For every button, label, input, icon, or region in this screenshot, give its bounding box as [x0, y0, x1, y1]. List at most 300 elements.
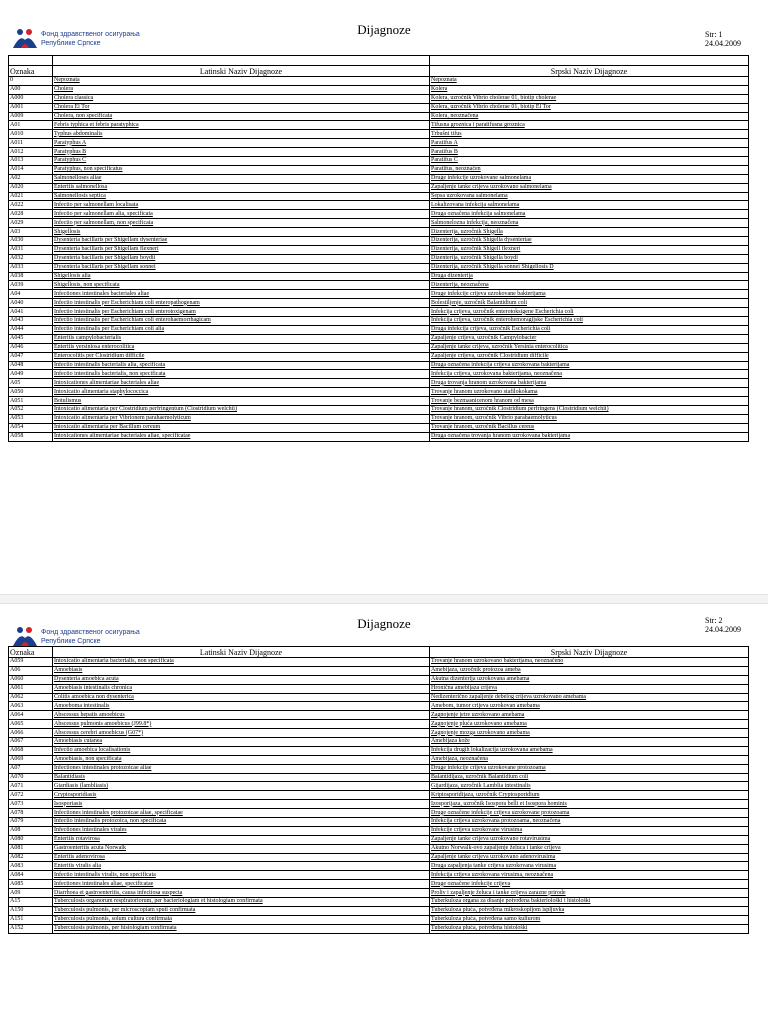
table-row — [9, 272, 749, 281]
latin-name: Balantidiasis — [53, 773, 430, 782]
diagnosis-code: A038 — [9, 272, 53, 281]
page-number: Str: 1 — [705, 30, 723, 39]
diagnosis-code: A085 — [9, 880, 53, 889]
table-row — [9, 317, 749, 326]
table-row — [9, 764, 749, 773]
diagnosis-code: A07 — [9, 764, 53, 773]
latin-name: Tuberculosis pulmonis, solum cultura confirmata — [53, 915, 430, 924]
logo-line-2: Републике Српске — [41, 638, 101, 645]
diagnosis-code: A033 — [9, 263, 53, 272]
latin-name: Intoxicatio alimentaria per Bacillum cereum — [53, 423, 430, 432]
diagnosis-code: A014 — [9, 165, 53, 174]
table-row — [9, 818, 749, 827]
table-row — [9, 666, 749, 675]
serbian-name: Druga označena infekcija crijeva uzrokovana bakterijama — [430, 361, 749, 370]
diagnosis-code: A043 — [9, 317, 53, 326]
table-row — [9, 844, 749, 853]
diagnosis-code: A051 — [9, 397, 53, 406]
serbian-name: Amebijaza, neoznačena — [430, 755, 749, 764]
serbian-name: Druge infekcije crijeva uzrokovane bakterijama — [430, 290, 749, 299]
latin-name: Gastroenteritis acuta Norwalk — [53, 844, 430, 853]
latin-name: Shigellosis alia — [53, 272, 430, 281]
diagnosis-code: A02 — [9, 174, 53, 183]
serbian-name: Tuberkuloza organa za disanje potvrđena bakteriološki i histološki — [430, 898, 749, 907]
serbian-name: Dizenterija, uzročnik Shigella sonnei Shigellosis D — [430, 263, 749, 272]
diagnosis-code: A001 — [9, 103, 53, 112]
latin-name: Amoebiasis cutanea — [53, 738, 430, 747]
table-row — [9, 308, 749, 317]
diagnosis-code: A011 — [9, 139, 53, 148]
table-row — [9, 889, 749, 898]
diagnosis-code: A15 — [9, 898, 53, 907]
serbian-name: Infekcija crijeva, uzrokovana bakterijama, neoznačena — [430, 370, 749, 379]
table-row — [9, 379, 749, 388]
latin-name: Intoxicatio alimentaria per Vibrionem parahaemolyticum — [53, 414, 430, 423]
latin-name: Botulismus — [53, 397, 430, 406]
diagnosis-code: A039 — [9, 281, 53, 290]
serbian-name: Bolestiljenje, uzročnik Balantidium coli — [430, 299, 749, 308]
report-date: 24.04.2009 — [705, 625, 741, 634]
serbian-name: Gijardijaza, uzročnik Lamblia intestinalis — [430, 782, 749, 791]
latin-name: Tuberculosis pulmonis, per histologiam confirmata — [53, 924, 430, 933]
serbian-name: Dizenterija, neoznačena — [430, 281, 749, 290]
latin-name: Intoxicationes alimentariae bacteriales aliae, specificatae — [53, 432, 430, 441]
table-row — [9, 237, 749, 246]
diagnosis-code: A044 — [9, 325, 53, 334]
latin-name: Enteritis campylobacterialis — [53, 334, 430, 343]
serbian-name: Akutna dizenterija uzrokovana amebama — [430, 675, 749, 684]
latin-name: Infectio per salmonellam, non specificata — [53, 219, 430, 228]
table-row — [9, 702, 749, 711]
diagnosis-code: A000 — [9, 94, 53, 103]
serbian-name: Zapaljenje crijeva, uzročnik Campylobacter — [430, 334, 749, 343]
diagnosis-code: A022 — [9, 201, 53, 210]
table-row — [9, 693, 749, 702]
serbian-name: Infekcija drugih lokalizacija uzrokovana amebama — [430, 746, 749, 755]
serbian-name: Druge označene infekcije crijeva — [430, 880, 749, 889]
diagnosis-code: A06 — [9, 666, 53, 675]
table-header-row — [9, 647, 749, 658]
table-row — [9, 263, 749, 272]
table-row — [9, 343, 749, 352]
latin-name: Salmonelloses aliae — [53, 174, 430, 183]
serbian-name: Hronična amebijaza crijeva — [430, 684, 749, 693]
diagnosis-code: A081 — [9, 844, 53, 853]
table-row — [9, 658, 749, 667]
latin-name: Amoebiasis, non specificata — [53, 755, 430, 764]
table-row — [9, 361, 749, 370]
table-row — [9, 405, 749, 414]
blank-row — [9, 56, 749, 66]
diagnosis-code: A082 — [9, 853, 53, 862]
table-row — [9, 183, 749, 192]
page-title: Dijagnoze — [357, 22, 411, 37]
table-row — [9, 729, 749, 738]
table-row — [9, 325, 749, 334]
table-row — [9, 423, 749, 432]
table-row — [9, 139, 749, 148]
serbian-name: Lokalizovana infekcija salmonelama — [430, 201, 749, 210]
serbian-name: Druge označene infekcije crijeva uzrokovane protozoama — [430, 809, 749, 818]
serbian-name: Trovanje hranom uzrokovano bakterijama, neoznačeno — [430, 658, 749, 667]
table-row — [9, 738, 749, 747]
latin-name: Infectio intestinalis per Escherichiam coli alia — [53, 325, 430, 334]
table-row — [9, 157, 749, 166]
latin-name: Paratyphus B — [53, 148, 430, 157]
diagnosis-code: A046 — [9, 343, 53, 352]
diagnosis-code: A152 — [9, 924, 53, 933]
latin-name: Cholera classica — [53, 94, 430, 103]
diagnosis-code: A072 — [9, 791, 53, 800]
logo-line-2: Републике Српске — [41, 40, 101, 47]
latin-name: Enterocolitis per Clostridium difficile — [53, 352, 430, 361]
page-separator — [0, 594, 768, 604]
serbian-name: Paratifus B — [430, 148, 749, 157]
page-info — [705, 30, 741, 48]
table-row — [9, 755, 749, 764]
latin-name: Intoxicatio alimentaria staphylococcica — [53, 388, 430, 397]
table-row — [9, 210, 749, 219]
table-row — [9, 720, 749, 729]
table-row — [9, 130, 749, 139]
table-row — [9, 906, 749, 915]
serbian-name: Trovanje hranom, uzročnik Vibrio parahaemolyticus — [430, 414, 749, 423]
latin-name: Abscessus hepatis amoebicus — [53, 711, 430, 720]
serbian-name: Sepsa uzrokovana salmonelama — [430, 192, 749, 201]
serbian-name: Amebijaza kože — [430, 738, 749, 747]
table-row — [9, 85, 749, 94]
diagnosis-code: A070 — [9, 773, 53, 782]
latin-name: Infectiones intestinales protozoicae aliae, specificatae — [53, 809, 430, 818]
table-row — [9, 924, 749, 933]
diagnosis-code: A04 — [9, 290, 53, 299]
table-row — [9, 77, 749, 86]
column-header-code: Oznaka — [9, 647, 53, 658]
report-date: 24.04.2009 — [705, 39, 741, 48]
diagnosis-code: A009 — [9, 112, 53, 121]
table-row — [9, 148, 749, 157]
serbian-name: Zapaljenje crijeva, uzročnik Clostridium difficile — [430, 352, 749, 361]
diagnosis-code: A03 — [9, 228, 53, 237]
table-row — [9, 835, 749, 844]
diagnosis-code: A071 — [9, 782, 53, 791]
serbian-name: Nepoznata — [430, 77, 749, 86]
diagnosis-code: A073 — [9, 800, 53, 809]
diagnosis-code: A065 — [9, 720, 53, 729]
column-header-latin: Latinski Naziv Dijagnoze — [53, 66, 430, 77]
diagnosis-code: A030 — [9, 237, 53, 246]
serbian-name: Tuberkuloza pluća, potvrđena mikroskopijom ispljuvka — [430, 906, 749, 915]
table-row — [9, 254, 749, 263]
table-row — [9, 871, 749, 880]
latin-name: Febris typhica et febris paratyphica — [53, 121, 430, 130]
latin-name: Giardiasis (lambliasis) — [53, 782, 430, 791]
serbian-name: Paratifus A — [430, 139, 749, 148]
table-row — [9, 809, 749, 818]
diagnosis-code: A078 — [9, 809, 53, 818]
diagnosis-code: A080 — [9, 835, 53, 844]
table-row — [9, 826, 749, 835]
table-row — [9, 245, 749, 254]
latin-name: Infectiones intestinales bacteriales aliae — [53, 290, 430, 299]
table-row — [9, 94, 749, 103]
diagnosis-code: A09 — [9, 889, 53, 898]
latin-name: Infectiones intestinales protozoicae aliae — [53, 764, 430, 773]
table-row — [9, 103, 749, 112]
latin-name: Dysenteria bacillaris per Shigellam dysenteriae — [53, 237, 430, 246]
serbian-name: Zagnojenje jetre uzrokovano amebama — [430, 711, 749, 720]
serbian-name: Druga trovanja hranom uzrokovana bakterijama — [430, 379, 749, 388]
latin-name: Salmonellosis septica — [53, 192, 430, 201]
table-row — [9, 782, 749, 791]
diagnosis-code: A01 — [9, 121, 53, 130]
serbian-name: Druge infekcije uzrokovane salmonelama — [430, 174, 749, 183]
serbian-name: Proliv i zapaljenje želuca i tanke crijeva zarazne prirode — [430, 889, 749, 898]
serbian-name: Kriptosporidijaza, uzročnik Cryptosporidium — [430, 791, 749, 800]
serbian-name: Kolera, neoznačena — [430, 112, 749, 121]
serbian-name: Druga infekcija crijeva, uzročnik Escherichia coli — [430, 325, 749, 334]
logo-line-1: Фонд здравственог осигурања — [41, 31, 140, 38]
table-row — [9, 711, 749, 720]
page-number: Str: 2 — [705, 616, 723, 625]
latin-name: Diarrhoea et gastroenteritis, causa infectiosa suspecta — [53, 889, 430, 898]
diagnosis-code: A061 — [9, 684, 53, 693]
diagnosis-code: A150 — [9, 906, 53, 915]
latin-name: Dysenteria bacillaris per Shigellam sonnei — [53, 263, 430, 272]
latin-name: Enteritis viralis alia — [53, 862, 430, 871]
diagnosis-code: A054 — [9, 423, 53, 432]
diagnosis-code: A032 — [9, 254, 53, 263]
serbian-name: Druga označena infekcija salmonelama — [430, 210, 749, 219]
table-row — [9, 219, 749, 228]
serbian-name: Akutno Norwalk-ovo zapaljenje želuca i tanke crijeva — [430, 844, 749, 853]
latin-name: Shigellosis, non specificata — [53, 281, 430, 290]
table-row — [9, 915, 749, 924]
page-title: Dijagnoze — [357, 616, 411, 631]
diagnosis-code: A048 — [9, 361, 53, 370]
latin-name: Cholera — [53, 85, 430, 94]
diagnosis-code: A029 — [9, 219, 53, 228]
latin-name: Infectio intestinalis bacterialis alia, specificata — [53, 361, 430, 370]
table-row — [9, 800, 749, 809]
latin-name: Dysenteria amoebica acuta — [53, 675, 430, 684]
diagnosis-table-body — [9, 56, 749, 442]
page-info — [705, 616, 741, 634]
latin-name: Typhus abdominalis — [53, 130, 430, 139]
table-row — [9, 290, 749, 299]
serbian-name: Izosporijaza, uzročnik Isospora belli et Isospora hominis — [430, 800, 749, 809]
diagnosis-code: A062 — [9, 693, 53, 702]
latin-name: Isosporiasis — [53, 800, 430, 809]
latin-name: Intoxicationes alimentariae bacteriales aliae — [53, 379, 430, 388]
latin-name: Amoeboma intestinalis — [53, 702, 430, 711]
diagnosis-code: A063 — [9, 702, 53, 711]
diagnosis-table-body — [9, 647, 749, 934]
serbian-name: Dizenterija, uzročnik Shigella dysenteriae — [430, 237, 749, 246]
table-row — [9, 334, 749, 343]
column-header-latin: Latinski Naziv Dijagnoze — [53, 647, 430, 658]
table-row — [9, 746, 749, 755]
diagnosis-code: A020 — [9, 183, 53, 192]
diagnosis-code: A013 — [9, 157, 53, 166]
latin-name: Infectio per salmonellam alia, specificata — [53, 210, 430, 219]
latin-name: Shigellosis — [53, 228, 430, 237]
serbian-name: Infekcija crijeva uzrokovana virusima, neoznačena — [430, 871, 749, 880]
latin-name: Enteritis salmonellosa — [53, 183, 430, 192]
serbian-name: Trovanje hranom, uzročnik Clostridium perfringens (Clostridium welchii) — [430, 405, 749, 414]
diagnosis-code: A021 — [9, 192, 53, 201]
latin-name: Dysenteria bacillaris per Shigellam boydii — [53, 254, 430, 263]
table-row — [9, 397, 749, 406]
diagnosis-code: A053 — [9, 414, 53, 423]
table-row — [9, 432, 749, 441]
latin-name: Infectiones intestinales aliae, specificatae — [53, 880, 430, 889]
table-row — [9, 370, 749, 379]
latin-name: Cryptosporidiasis — [53, 791, 430, 800]
table-row — [9, 880, 749, 889]
latin-name: Colitis amoebica non dysenterica — [53, 693, 430, 702]
latin-name: Nepoznata — [53, 77, 430, 86]
serbian-name: Zapaljenje tanke crijeva, uzročnik Yersinia enterocolitica — [430, 343, 749, 352]
serbian-name: Dizenterija, uzročnik Shigell flexneri — [430, 245, 749, 254]
latin-name: Infectio per salmonellam localisata — [53, 201, 430, 210]
diagnosis-code: A067 — [9, 738, 53, 747]
diagnosis-table — [8, 646, 749, 934]
diagnosis-code: A058 — [9, 432, 53, 441]
serbian-name: Amebijaza, uzročnik protozoa ameba — [430, 666, 749, 675]
serbian-name: Infekcija crijeva uzrokovana protozoama, neoznačena — [430, 818, 749, 827]
diagnosis-code: A049 — [9, 370, 53, 379]
diagnosis-code: A010 — [9, 130, 53, 139]
serbian-name: Druga dizenterija — [430, 272, 749, 281]
report-page-2 — [0, 610, 768, 932]
latin-name: Paratyphus A — [53, 139, 430, 148]
page-header — [0, 0, 768, 52]
diagnosis-code: A045 — [9, 334, 53, 343]
latin-name: Infectiones intestinales virales — [53, 826, 430, 835]
table-row — [9, 791, 749, 800]
latin-name: Tuberculosis pulmonis, per microscopiam sputi confirmata — [53, 906, 430, 915]
table-row — [9, 228, 749, 237]
serbian-name: Kolera, uzročnik Vibrio cholerae 01, biotip El Tor — [430, 103, 749, 112]
diagnosis-code: A083 — [9, 862, 53, 871]
latin-name: Enteritis yersiniosa enterocolitica — [53, 343, 430, 352]
latin-name: Infectio intestinalis protozoica, non specificata — [53, 818, 430, 827]
table-row — [9, 773, 749, 782]
latin-name: Paratyphus, non specificatus — [53, 165, 430, 174]
latin-name: Cholera El Tor — [53, 103, 430, 112]
latin-name: Infectio intestinalis bacterialis, non specificata — [53, 370, 430, 379]
diagnosis-code: A041 — [9, 308, 53, 317]
column-header-code: Oznaka — [9, 66, 53, 77]
latin-name: Amoebiasis intestinalis chronica — [53, 684, 430, 693]
serbian-name: Druge infekcije crijeva uzrokovane protozoama — [430, 764, 749, 773]
table-row — [9, 299, 749, 308]
serbian-name: Druga označena trovanja hranom uzrokovana bakterijama — [430, 432, 749, 441]
diagnosis-code: A047 — [9, 352, 53, 361]
table-row — [9, 862, 749, 871]
serbian-name: Paratifus C — [430, 157, 749, 166]
serbian-name: Druga zapaljenja tanke crijeva uzrokovana virusima — [430, 862, 749, 871]
table-row — [9, 281, 749, 290]
diagnosis-code: A066 — [9, 729, 53, 738]
latin-name: Enteritis adenovirosa — [53, 853, 430, 862]
diagnosis-code: A028 — [9, 210, 53, 219]
latin-name: Infectio intestinalis per Escherichiam coli enterotoxigenam — [53, 308, 430, 317]
latin-name: Tuberculosis organorum respiratoriorum, per bacteriologiam et histologiam confirmata — [53, 898, 430, 907]
serbian-name: Infekcija crijeva, uzročnik enterotoksigene Escherichia coli — [430, 308, 749, 317]
serbian-name: Paratifus, neoznačen — [430, 165, 749, 174]
table-row — [9, 165, 749, 174]
diagnosis-code: A151 — [9, 915, 53, 924]
serbian-name: Amebom, tumor crijeva uzrokovan amebama — [430, 702, 749, 711]
serbian-name: Trovanje bezmasnicenom hranom od mesa — [430, 397, 749, 406]
serbian-name: Tifusna groznica i paratifusna groznica — [430, 121, 749, 130]
latin-name: Intoxicatio alimentaria bacterialis, non specificata — [53, 658, 430, 667]
diagnosis-code: A059 — [9, 658, 53, 667]
serbian-name: Zapaljenje tanke crijeva uzrokovano adenovirusima — [430, 853, 749, 862]
table-row — [9, 192, 749, 201]
latin-name: Infectio amoebica localisationis — [53, 746, 430, 755]
serbian-name: Kolera — [430, 85, 749, 94]
latin-name: Dysenteria bacillaris per Shigellam flexneri — [53, 245, 430, 254]
serbian-name: Trbušni tifus — [430, 130, 749, 139]
table-row — [9, 684, 749, 693]
diagnosis-code: A079 — [9, 818, 53, 827]
latin-name: Infectio intestinalis per Escherichiam coli enteropathogenam — [53, 299, 430, 308]
table-row — [9, 414, 749, 423]
report-page-1 — [0, 0, 768, 440]
table-row — [9, 898, 749, 907]
table-header-row — [9, 66, 749, 77]
latin-name: Enteritis rotavirosa — [53, 835, 430, 844]
latin-name: Amoebiasis — [53, 666, 430, 675]
diagnosis-table — [8, 55, 749, 442]
column-header-serbian: Srpski Naziv Dijagnoze — [430, 66, 749, 77]
serbian-name: Zagnojenje mozga uzrokovano amebama — [430, 729, 749, 738]
latin-name: Intoxicatio alimentaria per Clostridium perfringentum (Clostridium welchii) — [53, 405, 430, 414]
diagnosis-code: A084 — [9, 871, 53, 880]
serbian-name: Zapaljenje tanke crijeva uzrokovano rotavirusima — [430, 835, 749, 844]
latin-name: Infectio intestinalis per Escherichiam coli enterohaemorrhagicam — [53, 317, 430, 326]
serbian-name: Nedizenterično zapaljenje debelog crijeva uzrokovano amebama — [430, 693, 749, 702]
diagnosis-code: A064 — [9, 711, 53, 720]
table-row — [9, 174, 749, 183]
serbian-name: Zagnojenje pluća uzrokovano amebama — [430, 720, 749, 729]
serbian-name: Kolera, uzročnik Vibrio cholerae 01, biotip cholerae — [430, 94, 749, 103]
diagnosis-code: A050 — [9, 388, 53, 397]
table-row — [9, 675, 749, 684]
table-row — [9, 112, 749, 121]
column-header-serbian: Srpski Naziv Dijagnoze — [430, 647, 749, 658]
serbian-name: Dizenterija, uzročnik Shigella — [430, 228, 749, 237]
diagnosis-code: 0 — [9, 77, 53, 86]
serbian-name: Dizenterija, uzročnik Shigella boydi — [430, 254, 749, 263]
serbian-name: Infekcije crijeva uzrokovane virusima — [430, 826, 749, 835]
diagnosis-code: A052 — [9, 405, 53, 414]
diagnosis-code: A069 — [9, 755, 53, 764]
diagnosis-code: A08 — [9, 826, 53, 835]
serbian-name: Salmonelozna infekcija, neoznačena — [430, 219, 749, 228]
serbian-name: Balantidijaza, uzročnik Balantidium coli — [430, 773, 749, 782]
serbian-name: Zapaljenje tanke crijeva uzrokovano salmonelama — [430, 183, 749, 192]
latin-name: Infectio intestinalis viralis, non specificata — [53, 871, 430, 880]
diagnosis-code: A05 — [9, 379, 53, 388]
serbian-name: Trovanje hranom uzrokovano stafilokokama — [430, 388, 749, 397]
logo-line-1: Фонд здравственог осигурања — [41, 629, 140, 636]
diagnosis-code: A031 — [9, 245, 53, 254]
serbian-name: Tuberkuloza pluća, potvrđena samo kulturom — [430, 915, 749, 924]
